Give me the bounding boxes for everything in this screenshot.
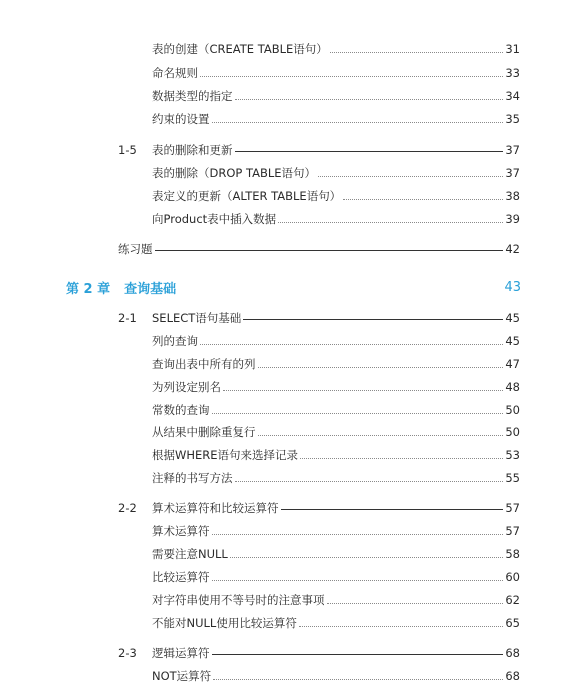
toc-entry-label: 比较运算符 [152,570,210,584]
toc-entry-page: 39 [505,212,520,226]
toc-entry-page: 48 [505,380,520,394]
dot-leader [235,481,504,482]
chapter-title: 查询基础 [124,281,177,297]
toc-entry-label: 为列设定别名 [152,380,221,394]
toc-entry-label: 命名规则 [152,66,198,80]
toc-entry-label: 数据类型的指定 [152,89,233,103]
dot-leader [212,580,504,581]
toc-exercise[interactable] [118,240,520,258]
toc-entry[interactable] [152,110,520,128]
chapter-heading[interactable] [66,278,521,296]
toc-entry-page: 38 [505,189,520,203]
dot-leader [212,534,504,535]
toc-entry-label: 常数的查询 [152,403,210,417]
toc-entry[interactable] [152,40,520,58]
dot-leader [258,367,504,368]
chapter-number: 第 2 章 [66,281,111,297]
toc-entry[interactable] [152,667,520,685]
toc-entry[interactable] [152,522,520,540]
toc-entry-label: 表的删除（DROP TABLE语句） [152,166,317,180]
toc-entry[interactable] [152,87,520,105]
toc-entry-page: 33 [505,66,520,80]
toc-entry[interactable] [152,332,520,350]
toc-entry[interactable] [152,378,520,396]
dot-leader [223,390,503,391]
toc-entry-page: 45 [505,334,520,348]
dot-leader [327,603,504,604]
toc-entry-page: 47 [505,357,520,371]
toc-entry[interactable] [152,469,520,487]
toc-entry[interactable] [152,446,520,464]
toc-entry-page: 65 [505,616,520,630]
toc-entry-label: 不能对NULL使用比较运算符 [152,616,297,630]
toc-entry-page: 55 [505,471,520,485]
section-number: 1-5 [118,143,137,157]
toc-entry-page: 31 [505,42,520,56]
toc-entry[interactable] [152,64,520,82]
toc-entry-page: 34 [505,89,520,103]
solid-leader [212,654,504,655]
toc-entry[interactable] [152,591,520,609]
toc-entry[interactable] [152,614,520,632]
dot-leader [343,199,503,200]
toc-entry[interactable] [152,545,520,563]
toc-entry-label: 从结果中删除重复行 [152,425,256,439]
toc-entry-label: 向Product表中插入数据 [152,212,277,226]
toc-entry[interactable] [152,210,520,228]
toc-entry[interactable] [152,164,520,182]
section-title: SELECT语句基础 [152,311,242,325]
section-page: 57 [505,501,520,515]
toc-entry-label: 算术运算符 [152,524,210,538]
toc-entry-page: 68 [505,669,520,683]
toc-section-1-5[interactable] [118,141,520,159]
toc-entry-label: 查询出表中所有的列 [152,357,256,371]
toc-entry-label: 列的查询 [152,334,198,348]
solid-leader [281,509,504,510]
dot-leader [212,413,504,414]
dot-leader [213,679,503,680]
section-page: 45 [505,311,520,325]
toc-entry-label: 表定义的更新（ALTER TABLE语句） [152,189,342,203]
dot-leader [299,626,504,627]
toc-section-2-1[interactable] [118,309,520,327]
toc-entry-page: 50 [505,403,520,417]
exercise-label: 练习题 [118,242,153,256]
toc-entry-label: 注释的书写方法 [152,471,233,485]
section-number: 2-3 [118,646,137,660]
dot-leader [230,557,504,558]
toc-entry-label: 表的创建（CREATE TABLE语句） [152,42,328,56]
section-title: 表的删除和更新 [152,143,233,157]
toc-entry-page: 60 [505,570,520,584]
toc-entry-page: 50 [505,425,520,439]
exercise-page: 42 [505,242,520,256]
toc-entry[interactable] [152,355,520,373]
toc-entry[interactable] [152,401,520,419]
solid-leader [155,250,504,251]
dot-leader [278,222,503,223]
chapter-page: 43 [504,279,521,295]
solid-leader [235,151,504,152]
dot-leader [235,99,504,100]
dot-leader [330,52,504,53]
solid-leader [243,319,503,320]
dot-leader [318,176,503,177]
toc-section-2-3[interactable] [118,644,520,662]
dot-leader [200,344,503,345]
dot-leader [300,458,503,459]
toc-entry-page: 35 [505,112,520,126]
section-page: 37 [505,143,520,157]
toc-entry-label: 根据WHERE语句来选择记录 [152,448,299,462]
section-title: 算术运算符和比较运算符 [152,501,279,515]
toc-entry-page: 53 [505,448,520,462]
dot-leader [258,435,504,436]
toc-entry-page: 37 [505,166,520,180]
toc-entry-label: NOT运算符 [152,669,212,683]
section-number: 2-1 [118,311,137,325]
dot-leader [212,122,504,123]
toc-entry-label: 对字符串使用不等号时的注意事项 [152,593,325,607]
toc-entry[interactable] [152,568,520,586]
toc-entry-label: 需要注意NULL [152,547,228,561]
toc-section-2-2[interactable] [118,499,520,517]
toc-entry-page: 62 [505,593,520,607]
toc-entry-page: 57 [505,524,520,538]
toc-entry-page: 58 [505,547,520,561]
section-number: 2-2 [118,501,137,515]
section-title: 逻辑运算符 [152,646,210,660]
section-page: 68 [505,646,520,660]
toc-entry[interactable] [152,423,520,441]
toc-entry-label: 约束的设置 [152,112,210,126]
toc-entry[interactable] [152,187,520,205]
dot-leader [200,76,503,77]
